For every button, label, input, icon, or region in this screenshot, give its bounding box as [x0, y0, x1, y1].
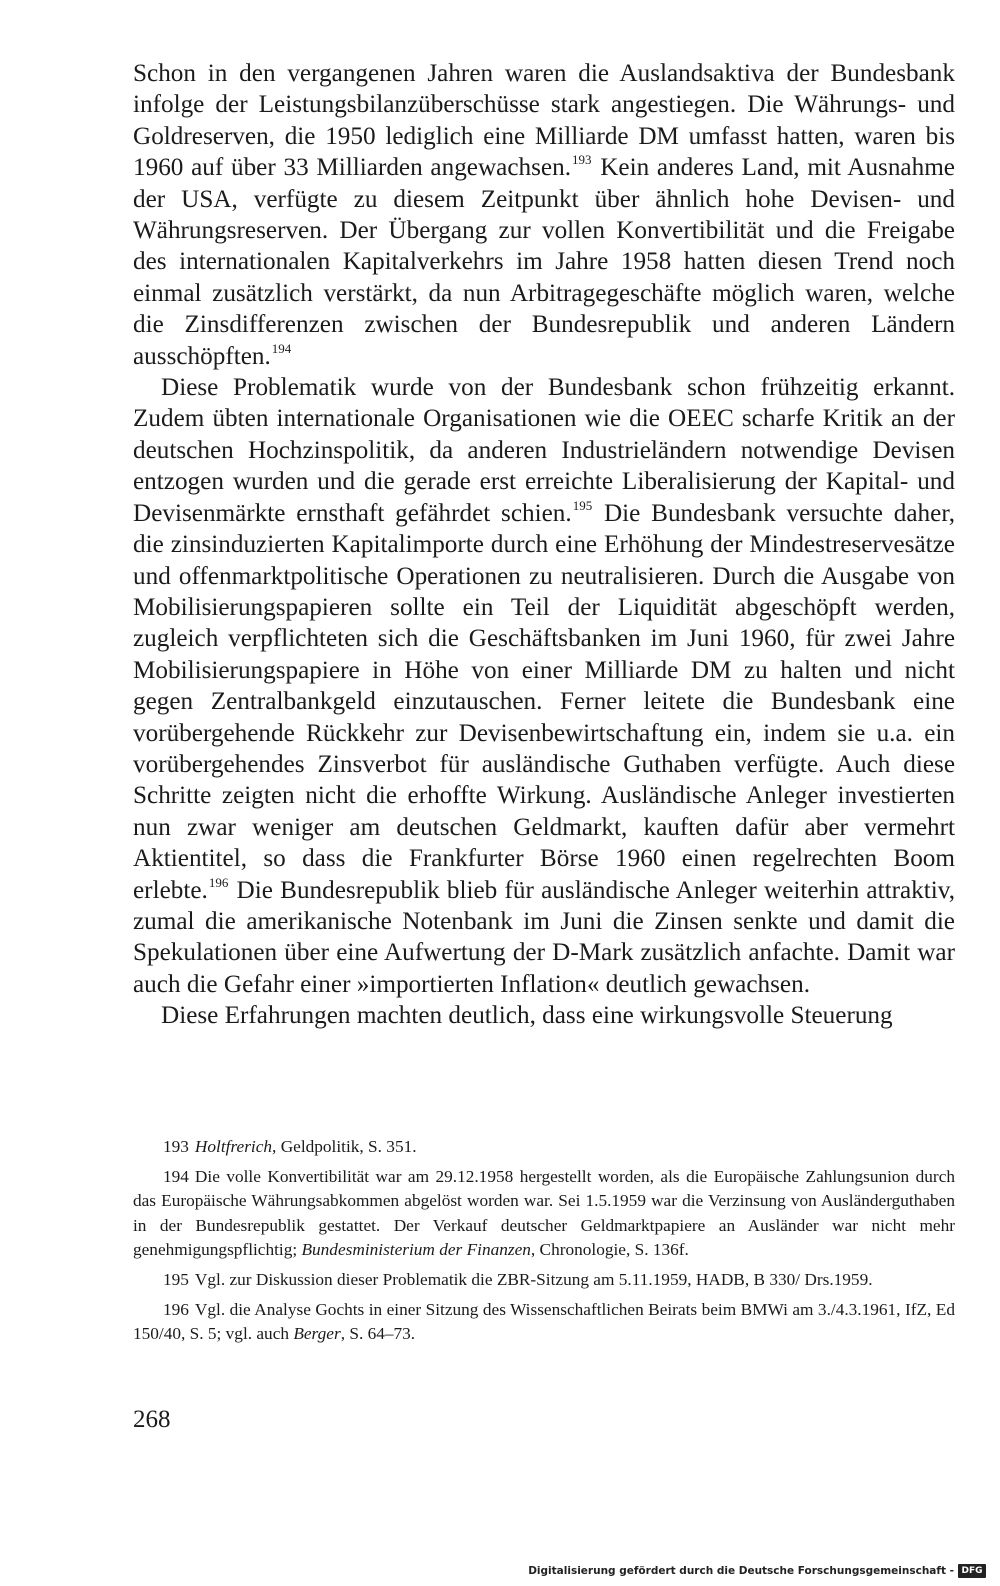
paragraph-text: Diese Problematik wurde von der Bundesbank schon frühzeitig erkannt. Zudem übten internationale Organisationen wie die OEEC scharfe Kritik an der deutschen Hochzinspolitik, da anderen Industrieländern notwendige Devisen entzogen wurden und die gerade erst erreichte Liberalisierung der Kapital- und Devisenmärkte ernsthaft gefährdet schien. — [133, 374, 955, 527]
footnote-citation-author: Bundesministerium der Finanzen — [301, 1239, 531, 1259]
footnote-number: 195 — [163, 1270, 189, 1290]
paragraph-text: Diese Erfahrungen machten deutlich, dass eine wirkungsvolle Steuerung — [161, 1002, 893, 1030]
footnote-citation-author: Berger — [293, 1324, 341, 1344]
footnote-text: , S. 64–73. — [340, 1324, 416, 1344]
footnote-text: Die volle Konvertibilität war am 29.12.1958 hergestellt worden, als die Europäische Zahlungsunion durch das Europäische Währungsabkommen abgelöst worden war. Sei 1.5.1959 war die Verzinsung von Ausländerguthaben in der Bundesrepublik gestattet. Der Verkauf deutscher Geldmarktpapiere an Ausländer war nicht mehr genehmigungspflichtig; — [133, 1167, 955, 1259]
paragraph — [133, 372, 955, 1000]
footnote-reference[interactable]: 194 — [271, 340, 292, 356]
dfg-logo: DFG — [958, 1564, 986, 1578]
paragraph-text: Die Bundesrepublik blieb für ausländische Anleger weiterhin attraktiv, zumal die amerikanische Notenbank im Juni die Zinsen senkte und damit die Spekulationen über eine Aufwertung der D-Mark zusätzlich anfachte. Damit war auch die Gefahr einer »importierten Inflation« deutlich gewachsen. — [133, 876, 955, 998]
paragraph — [133, 58, 955, 372]
footnote — [133, 1268, 955, 1292]
footnote-text: , Chronologie, S. 136f. — [530, 1239, 689, 1259]
digitization-notice — [528, 1564, 986, 1578]
footnotes — [133, 1135, 955, 1353]
footnote-number: 194 — [163, 1167, 189, 1187]
page-number: 268 — [133, 1406, 171, 1433]
paragraph-text: Schon in den vergangenen Jahren waren die Auslandsaktiva der Bundesbank infolge der Leistungsbilanzüberschüsse stark angestiegen. Die Währungs- und Goldreserven, die 1950 lediglich eine Milliarde DM umfasst hatten, waren bis 1960 auf über 33 Milliarden angewachsen. — [133, 60, 955, 182]
paragraph-text: Die Bundesbank versuchte daher, die zinsinduzierten Kapitalimporte durch eine Erhöhung der Mindestreservesätze und offenmarktpolitische Operationen zu neutralisieren. Durch die Ausgabe von Mobilisierungspapieren sollte ein Teil der Liquidität abgeschöpft werden, zugleich verpflichteten sich die Geschäftsbanken im Juni 1960, für zwei Jahre Mobilisierungspapiere in Höhe von einer Milliarde DM zu halten und nicht gegen Zentralbankgeld einzutauschen. Ferner leitete die Bundesbank eine vorübergehende Rückkehr zur Devisenbewirtschaftung ein, indem sie u.a. ein vorübergehendes Zinsverbot für ausländische Guthaben verfügte. Auch diese Schritte zeigten nicht die erhoffte Wirkung. Ausländische Anleger investierten nun zwar weniger am deutschen Geldmarkt, kauften dafür aber vermehrt Aktientitel, so dass die Frankfurter Börse 1960 einen regelrechten Boom erlebte. — [133, 499, 955, 904]
footnote-number: 193 — [163, 1137, 189, 1156]
footnote — [133, 1165, 955, 1262]
footnote-text: Vgl. zur Diskussion dieser Problematik die ZBR-Sitzung am 5.11.1959, HADB, B 330/ Drs.1959. — [194, 1270, 873, 1290]
footnote — [133, 1298, 955, 1346]
footnote-number: 196 — [163, 1300, 189, 1320]
footnote-text: , Geldpolitik, S. 351. — [272, 1137, 417, 1156]
footnote-reference[interactable]: 196 — [208, 874, 229, 890]
paragraph-text: Kein anderes Land, mit Ausnahme der USA, verfügte zu diesem Zeitpunkt über ähnlich hohe Devisen- und Währungsreserven. Der Übergang zur vollen Konvertibilität und die Freigabe des internationalen Kapitalverkehrs im Jahre 1958 hatten diesen Trend noch einmal zusätzlich verstärkt, da nun Arbitragegeschäfte möglich waren, welche die Zinsdifferenzen zwischen der Bundesrepublik und anderen Ländern ausschöpften. — [133, 154, 955, 370]
digitization-text: Digitalisierung gefördert durch die Deutsche Forschungsgemeinschaft - — [528, 1565, 954, 1577]
paragraph — [133, 1000, 955, 1031]
body-text — [133, 58, 955, 1032]
footnote-citation-author: Holtfrerich — [194, 1137, 273, 1156]
footnote-reference[interactable]: 195 — [572, 497, 593, 513]
footnote — [133, 1135, 955, 1159]
footnote-reference[interactable]: 193 — [572, 152, 592, 168]
footnote-text: Vgl. die Analyse Gochts in einer Sitzung des Wissenschaftlichen Beirats beim BMWi am 3./4.3.1961, IfZ, Ed 150/40, S. 5; vgl. auch — [133, 1300, 955, 1344]
